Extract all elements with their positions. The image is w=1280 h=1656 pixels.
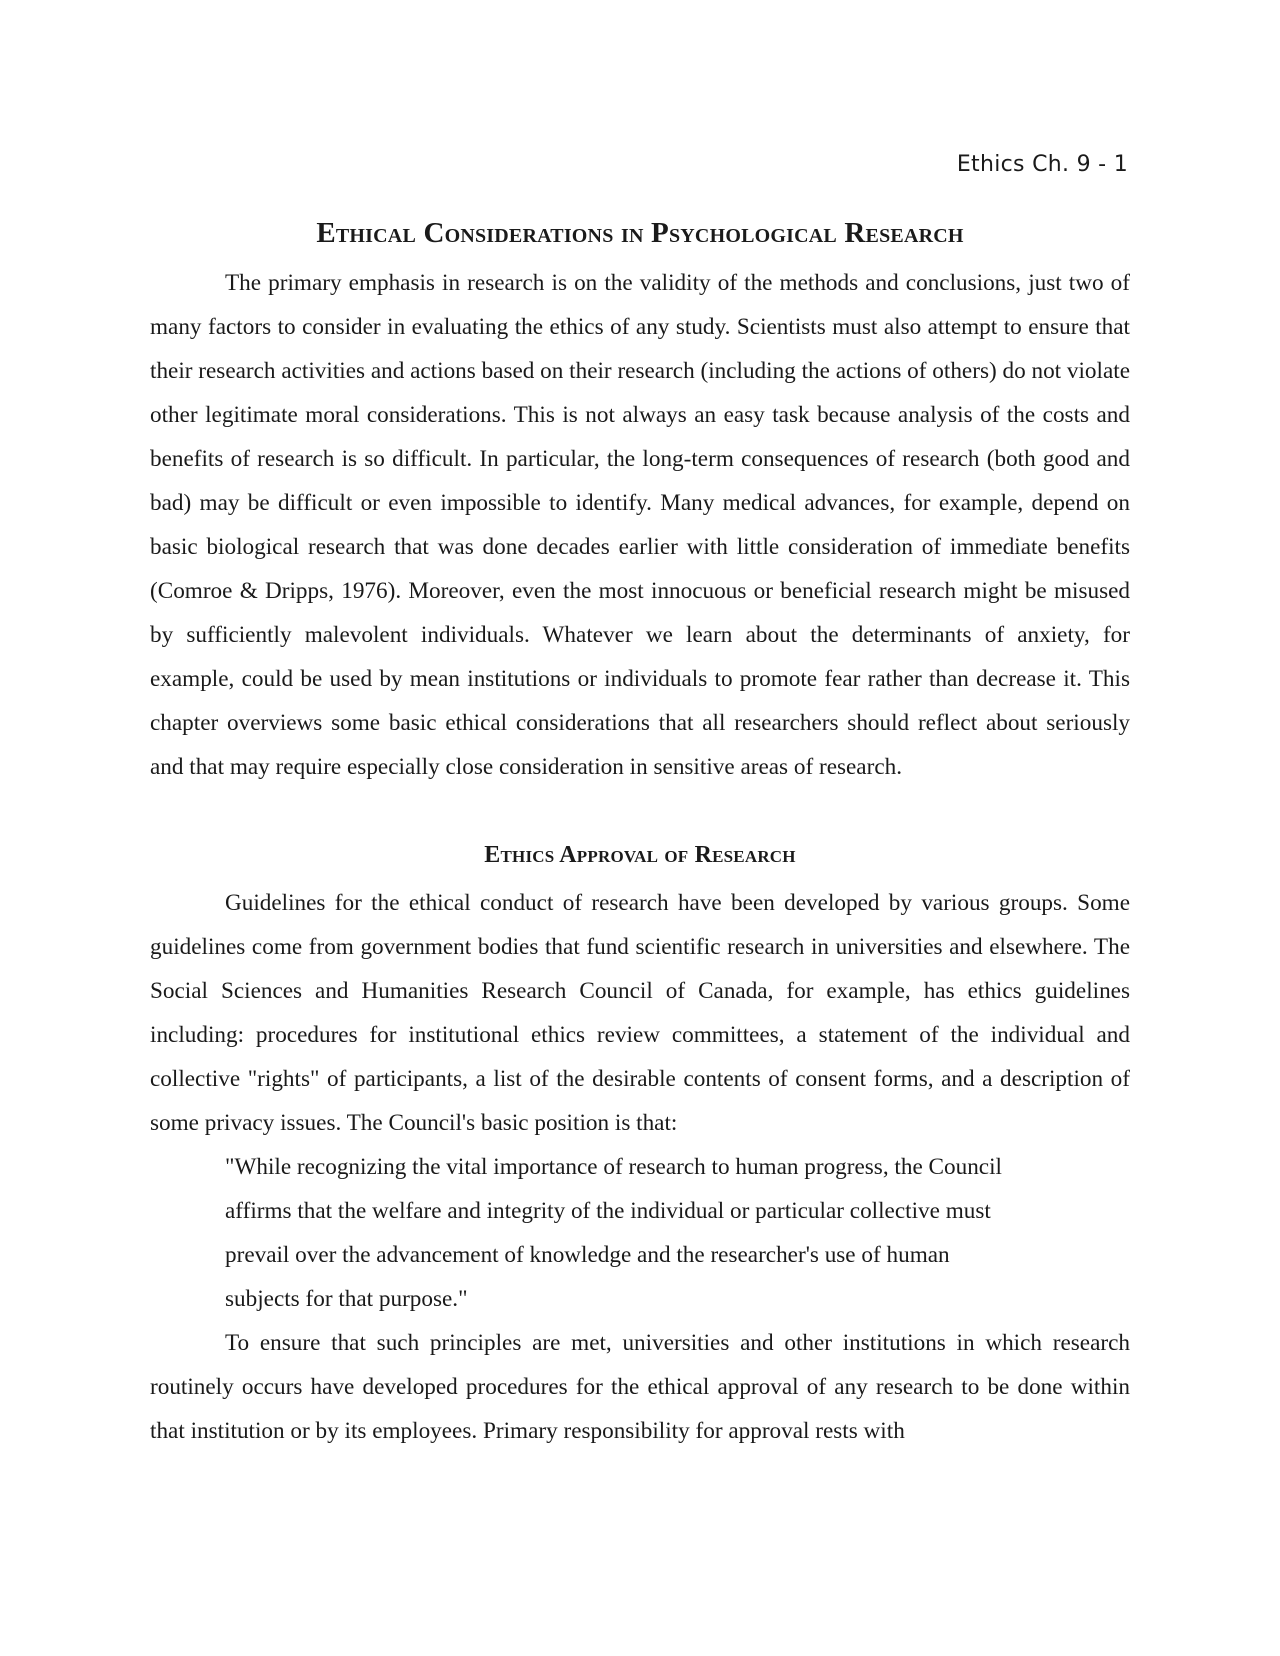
page-content (150, 205, 1130, 1453)
section-paragraph-2: To ensure that such principles are met, universities and other institutions in which research routinely occurs have developed procedures for the ethical approval of any research to be done within that institution or by its employees. Primary responsibility for approval rests with (150, 1330, 1130, 1444)
intro-paragraph: The primary emphasis in research is on the validity of the methods and conclusions, just two of many factors to consider in evaluating the ethics of any study. Scientists must also attempt to ensure that their research activities and actions based on their research (including the actions of others) do not violate other legitimate moral considerations. This is not always an easy task because analysis of the costs and benefits of research is so difficult. In particular, the long-term consequences of research (both good and bad) may be difficult or even impossible to identify. Many medical advances, for example, depend on basic biological research that was done decades earlier with little consideration of immediate benefits (Comroe & Dripps, 1976). Moreover, even the most innocuous or beneficial research might be misused by sufficiently malevolent individuals. Whatever we learn about the determinants of anxiety, for example, could be used by mean institutions or individuals to promote fear rather than decrease it. This chapter overviews some basic ethical considerations that all researchers should reflect about seriously and that may require especially close consideration in sensitive areas of research. (150, 270, 1130, 780)
council-quote: "While recognizing the vital importance of research to human progress, the Council affirms that the welfare and integrity of the individual or particular collective must prevail over the advancement of knowledge and the researcher's use of human subjects for that purpose." (225, 1154, 1002, 1312)
document-title: Ethical Considerations in Psychological Research (316, 217, 964, 249)
section-heading: Ethics Approval of Research (484, 842, 796, 868)
section-paragraph-1: Guidelines for the ethical conduct of research have been developed by various groups. Some guidelines come from government bodies that fund scientific research in universities and elsewhere. The Social Sciences and Humanities Research Council of Canada, for example, has ethics guidelines including: procedures for institutional ethics review committees, a statement of the individual and collective "rights" of participants, a list of the desirable contents of consent forms, and a description of some privacy issues. The Council's basic position is that: (150, 890, 1130, 1136)
running-head: Ethics Ch. 9 - 1 (956, 152, 1128, 177)
